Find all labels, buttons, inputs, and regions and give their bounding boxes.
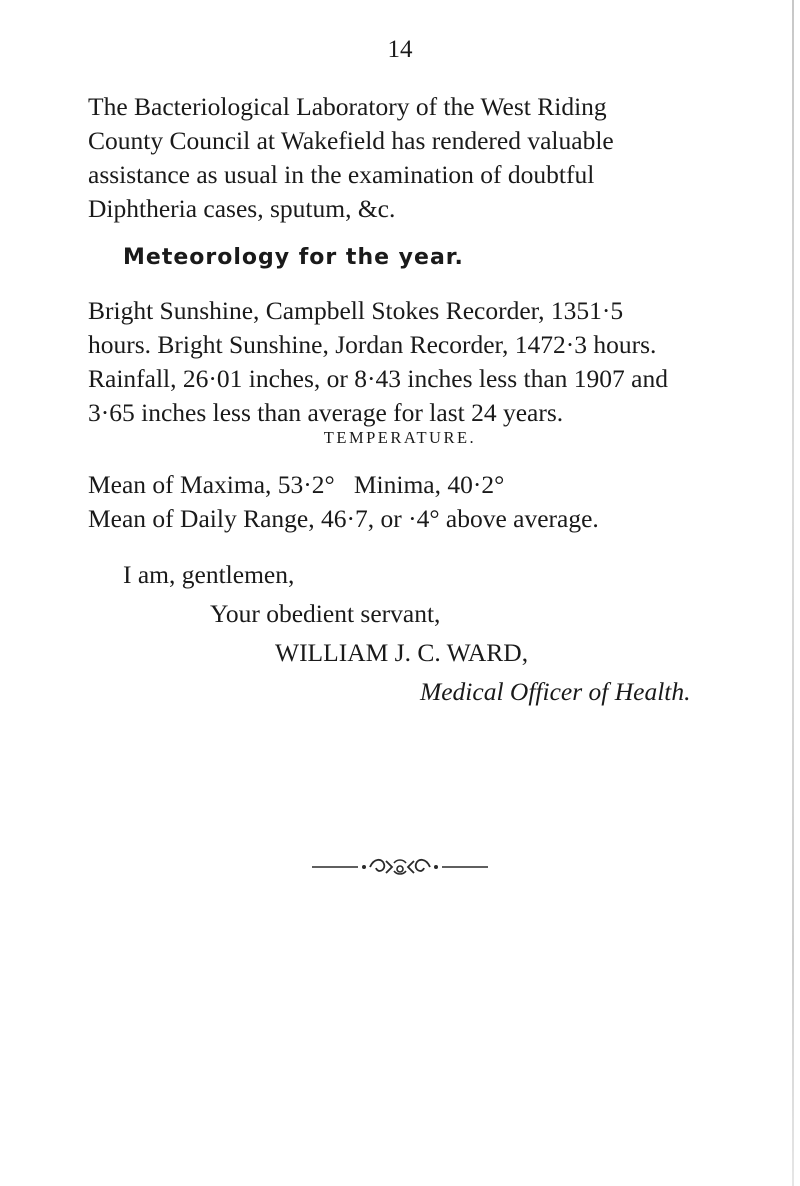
page-number: 14	[387, 36, 413, 63]
text-line: 3·65 inches less than average for last 24 years.	[88, 398, 564, 427]
text-line: Diphtheria cases, sputum, &c.	[88, 194, 396, 223]
text-line: Rainfall, 26·01 inches, or 8·43 inches less than 1907 and	[88, 364, 669, 393]
text-line: Mean of Maxima, 53·2° Minima, 40·2°	[88, 470, 505, 499]
salutation: I am, gentlemen,	[123, 560, 295, 589]
meteorology-heading: Meteorology for the year.	[123, 245, 464, 270]
text-line: The Bacteriological Laboratory of the West Riding	[88, 92, 607, 121]
text-line: hours. Bright Sunshine, Jordan Recorder, 1472·3 hours.	[88, 330, 657, 359]
text-line: County Council at Wakefield has rendered valuable	[88, 126, 614, 155]
signature: WILLIAM J. C. WARD,	[275, 638, 529, 667]
bacteriology-paragraph	[88, 90, 788, 226]
text-line: assistance as usual in the examination of doubtful	[88, 160, 595, 189]
valediction: Your obedient servant,	[210, 599, 441, 628]
temperature-lines	[88, 468, 788, 536]
text-line: Mean of Daily Range, 46·7, or ·4° above average.	[88, 504, 599, 533]
decorative-flourish-icon	[0, 854, 800, 885]
text-line: Bright Sunshine, Campbell Stokes Recorder, 1351·5	[88, 296, 624, 325]
officer-title: Medical Officer of Health.	[420, 677, 691, 706]
page-edge-shadow	[792, 0, 794, 1186]
temperature-heading: TEMPERATURE.	[323, 428, 477, 447]
meteorology-paragraph	[88, 294, 788, 430]
